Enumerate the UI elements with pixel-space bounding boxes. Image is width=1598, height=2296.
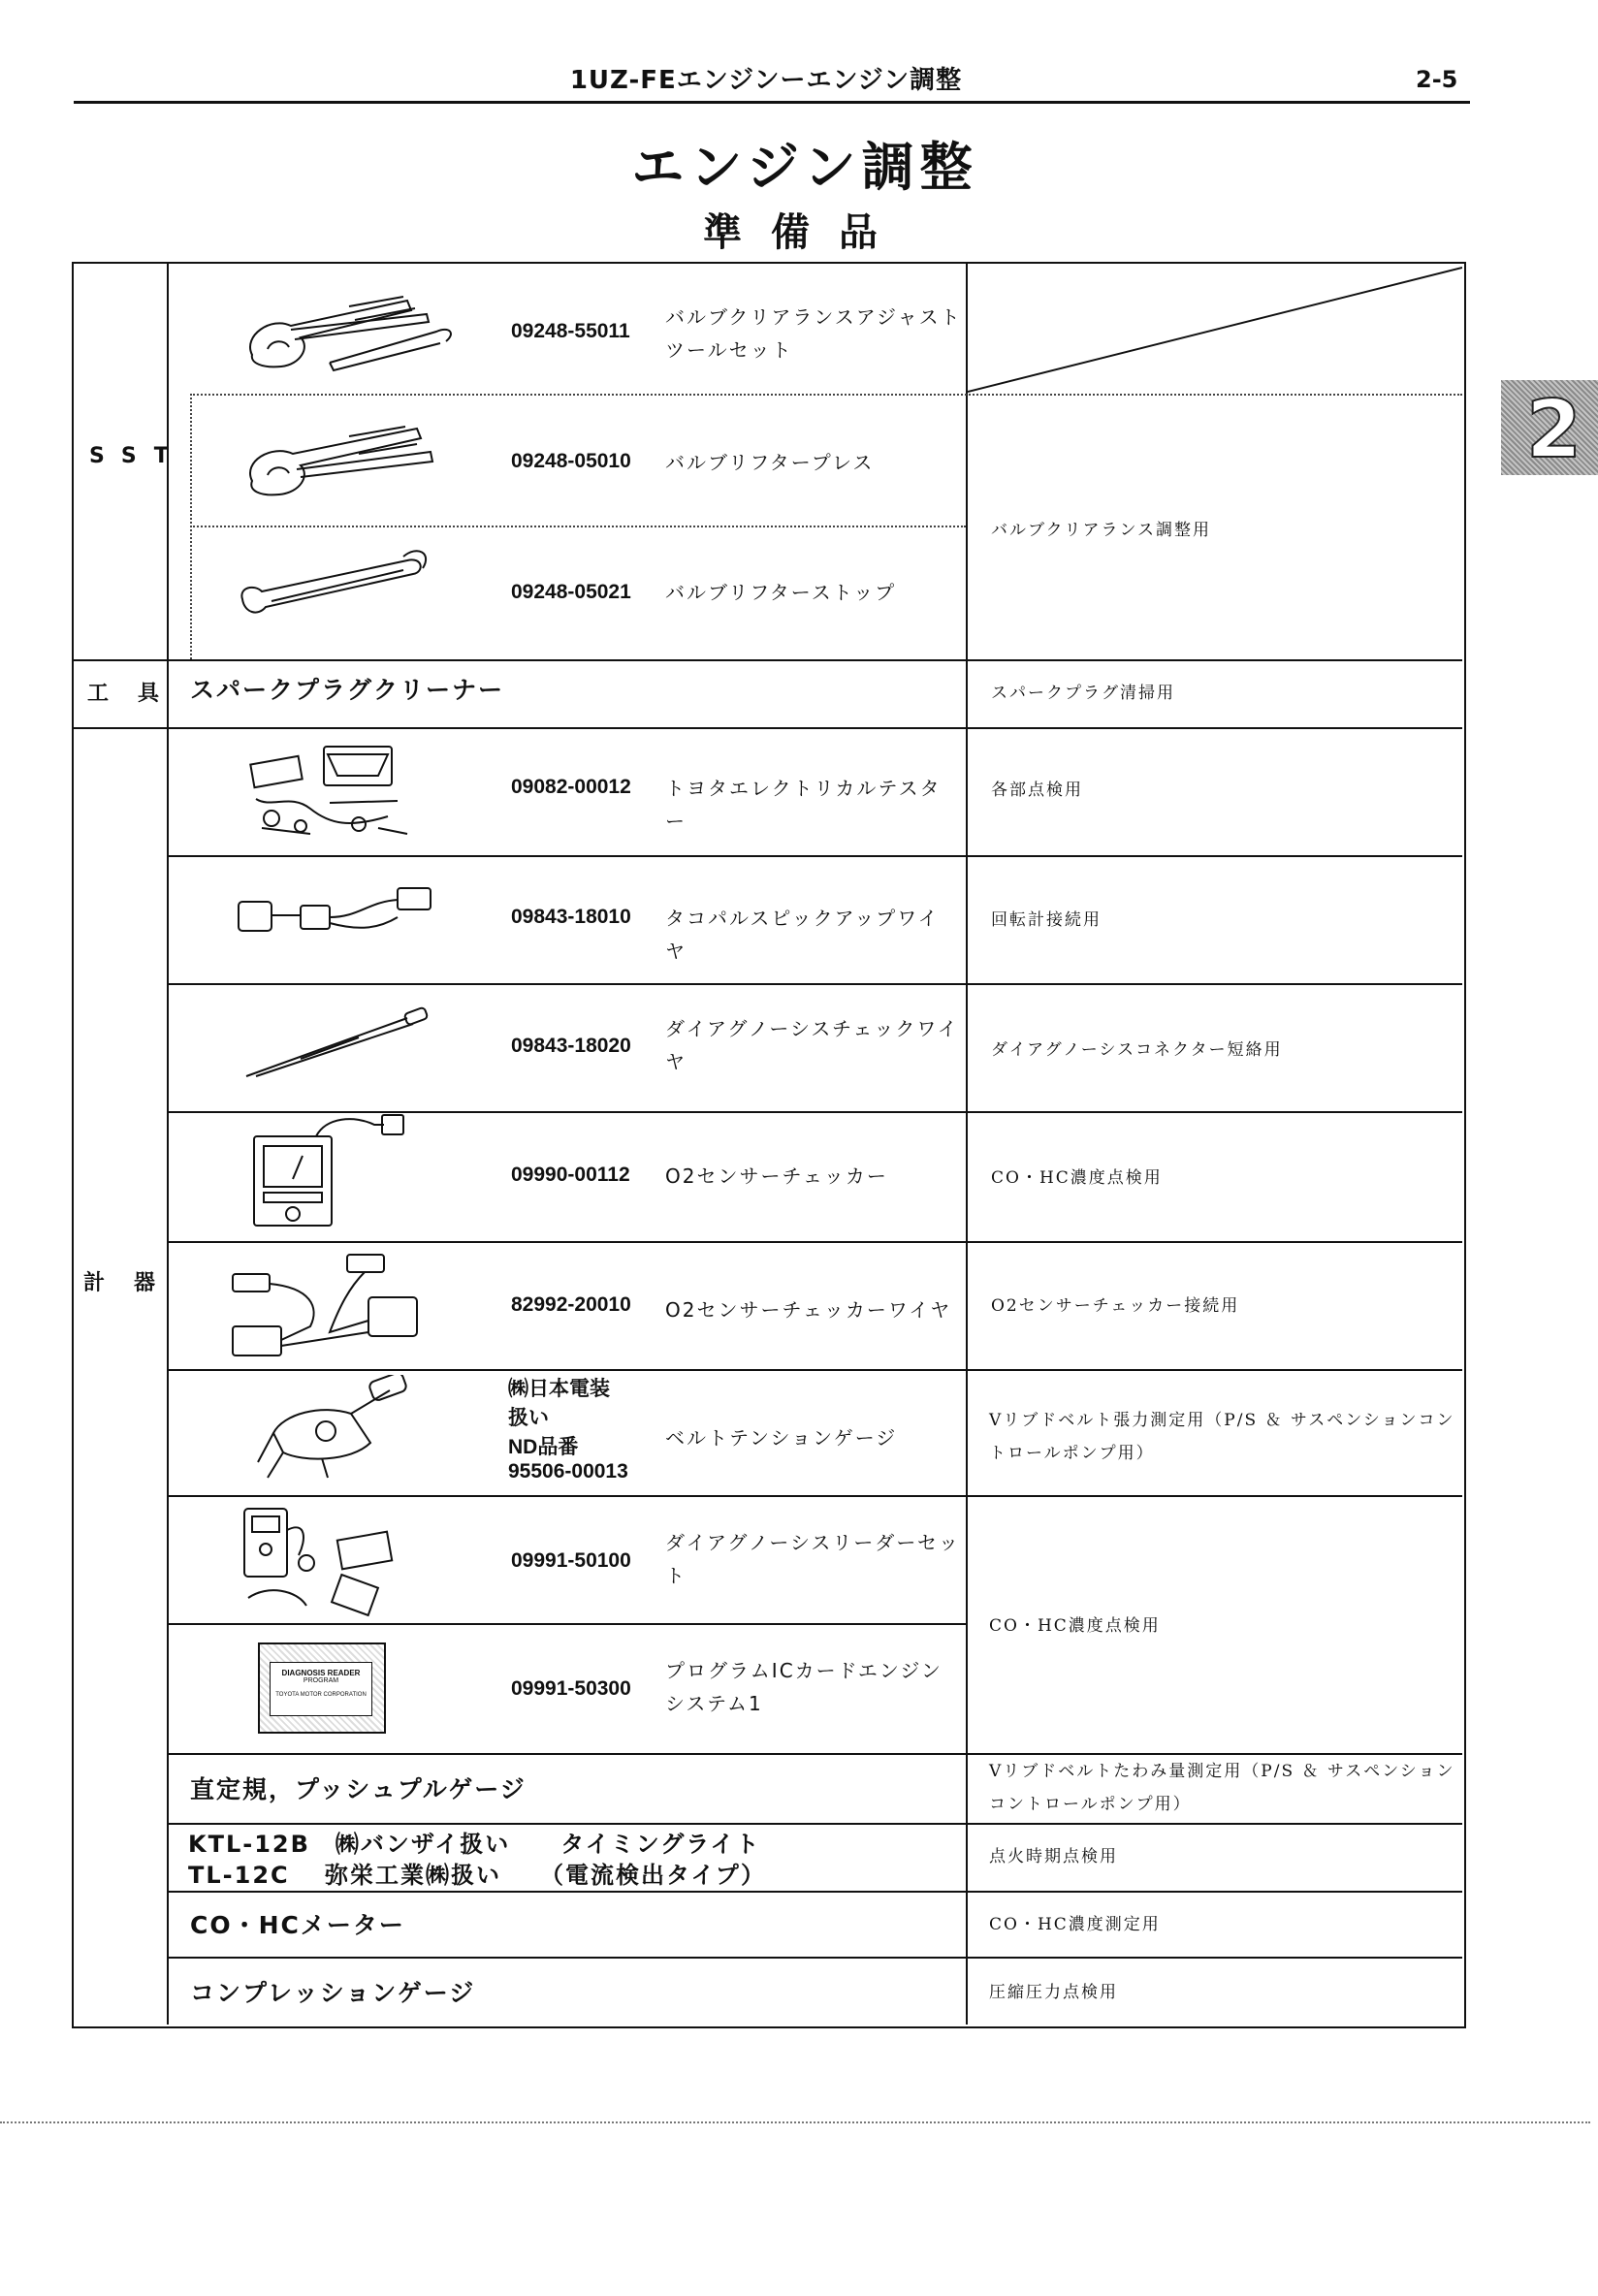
meter-usage: 各部点検用 bbox=[991, 781, 1083, 800]
meter-tool-name: O2センサーチェッカー bbox=[665, 1164, 888, 1188]
category-tool: 工具 bbox=[87, 682, 189, 706]
diagnosis-reader-set-illustration bbox=[239, 1501, 413, 1619]
row-divider bbox=[167, 983, 1462, 985]
sst-diagonal-line bbox=[968, 264, 1462, 394]
extra-tool-name: CO・HCメーター bbox=[190, 1911, 405, 1939]
sst-tool-name: バルブリフターストップ bbox=[665, 581, 897, 604]
extra-tool-usage: Vリブドベルトたわみ量測定用（P/S ＆ サスペンションコントロールポンプ用） bbox=[989, 1762, 1455, 1814]
card-label-line: PROGRAM bbox=[303, 1677, 339, 1684]
sst-part-number: 09248-55011 bbox=[511, 320, 630, 342]
bottom-dotted-rule bbox=[0, 2121, 1590, 2123]
meter-part-number: 09843-18020 bbox=[511, 1035, 631, 1057]
o2-sensor-checker-illustration bbox=[248, 1111, 413, 1229]
page-title: エンジン調整 bbox=[631, 137, 978, 198]
category-meter: 計器 bbox=[83, 1271, 185, 1295]
sst-tool-name: バルブクリアランスアジャストツールセット bbox=[665, 305, 962, 362]
meter-usage: 回転計接続用 bbox=[991, 910, 1102, 930]
card-label-line: TOYOTA MOTOR CORPORATION bbox=[275, 1692, 367, 1698]
row-divider bbox=[167, 1241, 1462, 1243]
page-number: 2-5 bbox=[1416, 66, 1458, 93]
meter-tool-name: ダイアグノーシスリーダーセット bbox=[665, 1531, 960, 1587]
timing-light-line-2: TL-12C 弥栄工業㈱扱い （電流検出タイプ） bbox=[188, 1862, 767, 1889]
tacho-pickup-wire-illustration bbox=[233, 878, 446, 946]
sst-part-number: 09248-05010 bbox=[511, 450, 631, 472]
diagnosis-reader-usage: CO・HC濃度点検用 bbox=[989, 1616, 1161, 1636]
extra-tool-usage: 点火時期点検用 bbox=[989, 1847, 1118, 1866]
tool-usage: スパークプラグ清掃用 bbox=[991, 684, 1175, 703]
card-label bbox=[270, 1662, 372, 1716]
meter-part-number-line-4: 95506-00013 bbox=[508, 1460, 628, 1483]
sst-row-divider-2 bbox=[190, 526, 966, 527]
electrical-tester-illustration bbox=[242, 741, 417, 842]
meter-usage: O2センサーチェッカー接続用 bbox=[991, 1296, 1240, 1316]
meter-part-number: 09843-18010 bbox=[511, 906, 631, 928]
meter-tool-name: ダイアグノーシスチェックワイヤ bbox=[665, 1017, 959, 1073]
meter-tool-name: トヨタエレクトリカルテスター bbox=[665, 777, 942, 833]
meter-part-number: 82992-20010 bbox=[511, 1293, 631, 1316]
row-divider-meter bbox=[72, 727, 1462, 729]
header-rule bbox=[74, 101, 1470, 104]
row-divider bbox=[167, 1891, 1462, 1893]
o2-checker-wire-illustration bbox=[223, 1249, 436, 1363]
meter-part-number-line-3: ND品番 bbox=[508, 1436, 579, 1458]
valve-lifter-stop-illustration bbox=[233, 545, 436, 628]
sst-tool-name: バルブリフタープレス bbox=[665, 451, 875, 474]
extra-tool-name: 直定規，プッシュプルゲージ bbox=[190, 1775, 527, 1803]
meter-tool-name: O2センサーチェッカーワイヤ bbox=[665, 1298, 952, 1322]
meter-usage: CO・HC濃度点検用 bbox=[991, 1168, 1163, 1188]
tool-name: スパークプラグクリーナー bbox=[190, 676, 505, 704]
meter-usage: ダイアグノーシスコネクター短絡用 bbox=[991, 1040, 1283, 1060]
meter-part-number: 09082-00012 bbox=[511, 776, 631, 798]
row-divider-tool bbox=[72, 659, 1462, 661]
timing-light-line-1: KTL-12B ㈱バンザイ扱い タイミングライト bbox=[188, 1831, 761, 1858]
col-divider-category bbox=[167, 262, 169, 2025]
category-sst: SST bbox=[89, 444, 186, 468]
meter-part-number-line-1: ㈱日本電装 bbox=[508, 1378, 610, 1400]
row-divider bbox=[167, 1495, 1462, 1497]
meter-tool-name: ベルトテンションゲージ bbox=[665, 1426, 898, 1450]
extra-tool-usage: CO・HC濃度測定用 bbox=[989, 1915, 1161, 1934]
sst-row-divider-1 bbox=[190, 394, 1462, 396]
meter-usage: Vリブドベルト張力測定用（P/S ＆ サスペンションコントロールポンプ用） bbox=[989, 1411, 1455, 1463]
row-divider bbox=[167, 1623, 966, 1625]
card-label-line: DIAGNOSIS READER bbox=[281, 1669, 361, 1677]
running-header-title: 1UZ-FEエンジンーエンジン調整 bbox=[569, 66, 963, 95]
extra-tool-usage: 圧縮圧力点検用 bbox=[989, 1983, 1118, 2002]
sst-part-number: 09248-05021 bbox=[511, 581, 631, 603]
meter-part-number-line-2: 扱い bbox=[508, 1407, 549, 1429]
row-divider bbox=[167, 1957, 1462, 1959]
meter-tool-name: タコパルスピックアップワイヤ bbox=[665, 907, 940, 963]
section-title: 準備品 bbox=[703, 210, 907, 255]
valve-lifter-press-illustration bbox=[233, 419, 446, 500]
chapter-tab bbox=[1501, 380, 1598, 475]
program-ic-card-illustration bbox=[258, 1642, 386, 1734]
diagnosis-check-wire-illustration bbox=[242, 1004, 436, 1082]
valve-clearance-tool-set-illustration bbox=[233, 287, 465, 380]
chapter-tab-number: 2 bbox=[1526, 384, 1582, 476]
row-divider bbox=[167, 1369, 1462, 1371]
belt-tension-gauge-illustration bbox=[244, 1375, 419, 1482]
sst-usage: バルブクリアランス調整用 bbox=[991, 521, 1211, 540]
meter-part-number: 09990-00112 bbox=[511, 1164, 630, 1186]
meter-part-number: 09991-50100 bbox=[511, 1549, 631, 1572]
meter-tool-name: プログラムICカードエンジンシステム1 bbox=[665, 1659, 943, 1715]
row-divider bbox=[167, 855, 1462, 857]
meter-part-number: 09991-50300 bbox=[511, 1677, 631, 1700]
col-divider-usage bbox=[966, 262, 968, 2025]
extra-tool-name: コンプレッションゲージ bbox=[190, 1979, 476, 2007]
